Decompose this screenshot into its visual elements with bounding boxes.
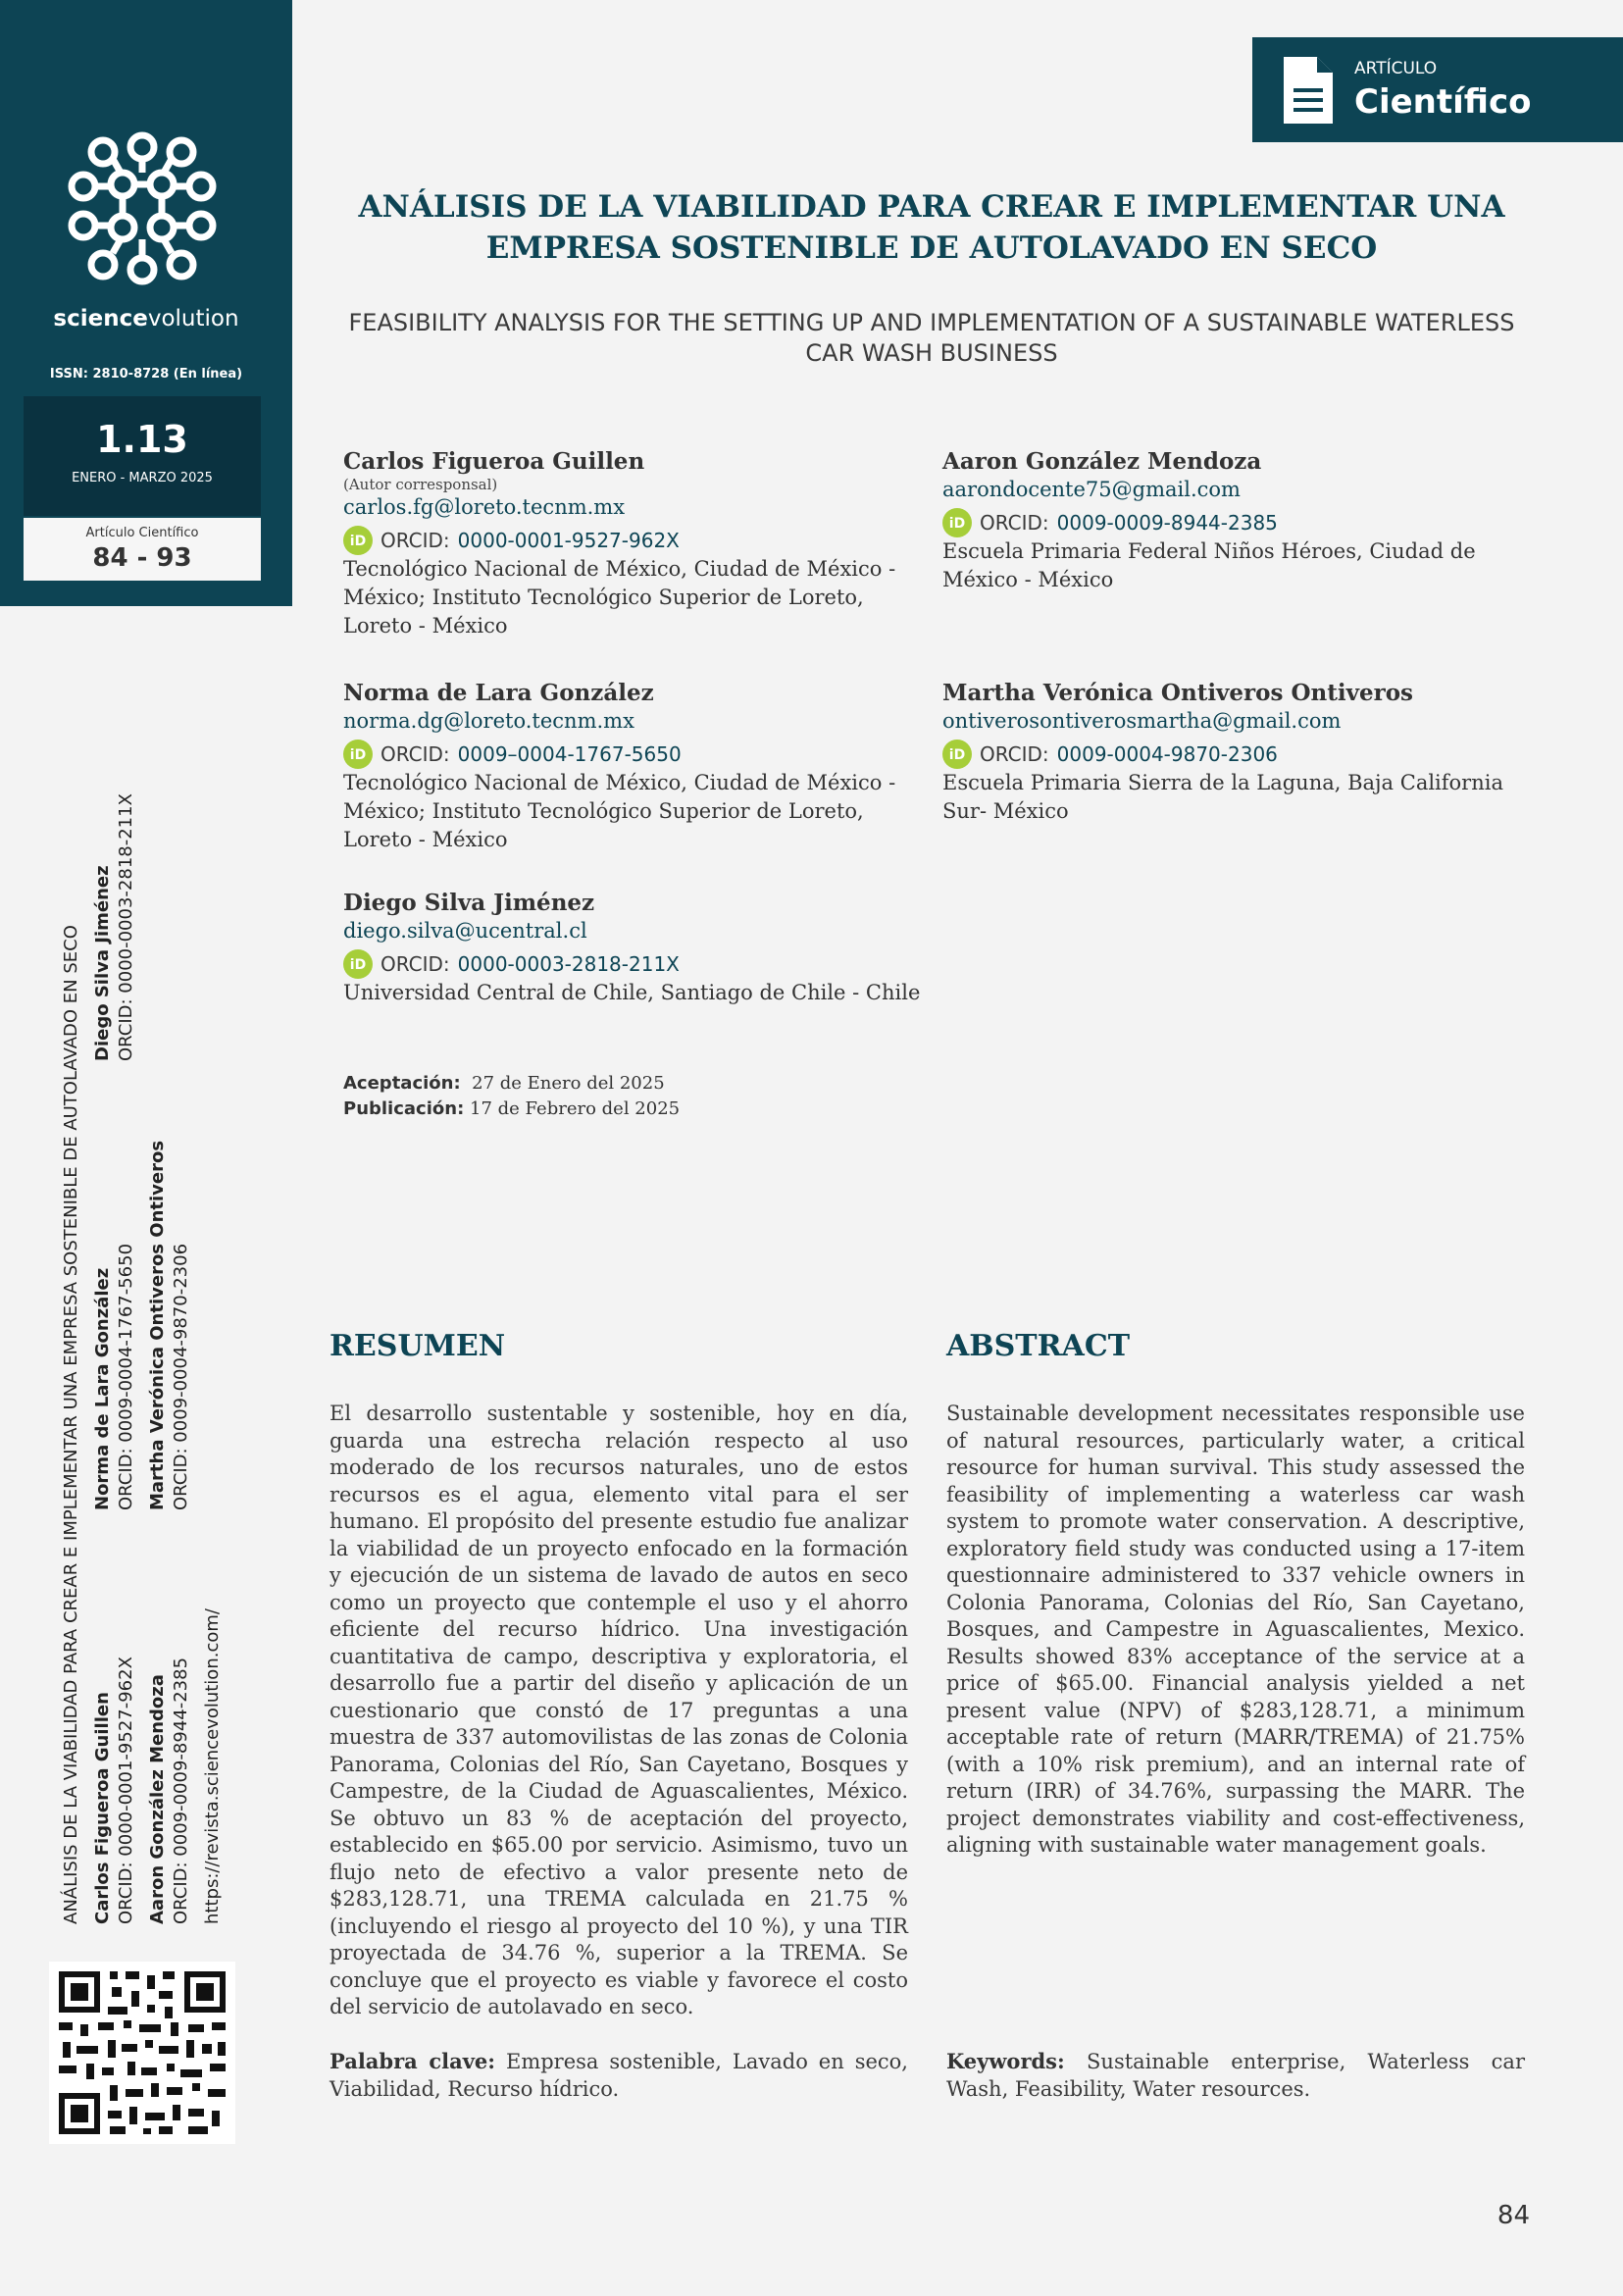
svg-text:iD: iD xyxy=(948,516,966,532)
author-block xyxy=(942,447,1521,594)
orcid-link[interactable]: 0009-0004-9870-2306 xyxy=(1056,741,1278,766)
author-email[interactable]: norma.dg@loreto.tecnm.mx xyxy=(343,709,634,733)
pages-box xyxy=(24,518,261,581)
orcid-link[interactable]: 0000-0003-2818-211X xyxy=(457,951,680,976)
article-dates xyxy=(343,1071,680,1122)
resumen-keywords: Palabra clave: Empresa sostenible, Lavado en seco, Viabilidad, Recurso hídrico. xyxy=(330,2049,908,2101)
orcid-label: ORCID: xyxy=(380,741,450,766)
article-type-badge xyxy=(1252,37,1623,142)
author-block xyxy=(343,679,922,854)
author-name: Carlos Figueroa Guillen xyxy=(343,448,645,475)
orcid-line xyxy=(343,526,922,555)
svg-text:iD: iD xyxy=(349,957,367,973)
author-email[interactable]: diego.silva@ucentral.cl xyxy=(343,919,587,943)
author-affiliation: Tecnológico Nacional de México, Ciudad de México - México; Instituto Tecnológico Superior de Loreto, Loreto - México xyxy=(343,771,896,851)
orcid-link[interactable]: 0000-0001-9527-962X xyxy=(457,528,680,552)
vertical-orcid-3: ORCID: 0009-0004-1767-5650 xyxy=(116,1243,136,1510)
orcid-line xyxy=(942,508,1521,537)
author-block xyxy=(343,889,922,1007)
issn: ISSN: 2810-8728 (En línea) xyxy=(49,367,243,382)
author-email[interactable]: ontiverosontiverosmartha@gmail.com xyxy=(942,709,1342,733)
orcid-icon xyxy=(343,949,373,979)
author-name: Martha Verónica Ontiveros Ontiveros xyxy=(942,680,1413,706)
orcid-icon xyxy=(343,526,373,555)
article-title: ANÁLISIS DE LA VIABILIDAD PARA CREAR E IMPLEMENTAR UNA EMPRESA SOSTENIBLE DE AUTOLAVADO EN SECO xyxy=(358,189,1505,266)
qr-code-icon xyxy=(49,1962,235,2144)
qr-code[interactable] xyxy=(49,1962,235,2144)
journal-sidebar xyxy=(0,0,292,606)
orcid-line xyxy=(343,740,922,769)
orcid-label: ORCID: xyxy=(380,528,450,552)
vertical-author-5: Diego Silva Jiménez xyxy=(92,865,113,1061)
resumen-text: El desarrollo sustentable y sostenible, hoy en día, guarda una estrecha relación respecto al uso moderado de los recursos naturales, uno de estos recursos es el agua, elemento vital para el ser humano. El propósito del presente estudio fue analizar la viabilidad de un proyecto enfocado en la formación y ejecución de un sistema de lavado de autos en seco como un proyecto que contemple el uso y el ahorro eficiente del recurso hídrico. Una investigación cuantitativa de campo, descriptiva y exploratoria, el desarrollo fue a partir del diseño y aplicación de un cuestionario que constó de 17 preguntas a una muestra de 337 automovilistas de las zonas de Colonia Panorama, Colonias del Río, San Cayetano, Bosques y Campestre, de la Ciudad de Aguascalientes, México. Se obtuvo un 83 % de aceptación del proyecto, establecido en $65.00 por servicio. Asimismo, tuvo un flujo neto de efectivo a valor presente neto de $283,128.71, una TREMA calculada en 21.75 % (incluyendo el riesgo al proyecto del 10 %), y una TIR proyectada de 34.76 %, superior a la TREMA. Se concluye que el proyecto es viable y favorece el costo del servicio de autolavado en seco. xyxy=(330,1402,908,2018)
badge-big-text: Científico xyxy=(1354,82,1532,122)
author-name: Diego Silva Jiménez xyxy=(343,890,595,916)
vertical-author-3: Norma de Lara González xyxy=(92,1267,113,1510)
vertical-orcid-5: ORCID: 0000-0003-2818-211X xyxy=(116,793,136,1061)
article-type-label: Artículo Científico xyxy=(85,526,199,540)
author-affiliation: Escuela Primaria Sierra de la Laguna, Baja California Sur- México xyxy=(942,771,1503,823)
author-affiliation: Escuela Primaria Federal Niños Héroes, Ciudad de México - México xyxy=(942,539,1476,591)
orcid-icon xyxy=(942,740,972,769)
orcid-icon xyxy=(942,508,972,537)
orcid-label: ORCID: xyxy=(380,951,450,976)
vertical-url[interactable]: https://revista.sciencevolution.com/ xyxy=(202,1608,223,1924)
abstract-text: Sustainable development necessitates responsible use of natural resources, particularly water, a critical resource for human survival. This study assessed the feasibility of implementing a waterless car wash system to promote water conservation. A descriptive, exploratory field study was conducted using a 17-item questionnaire administered to 337 vehicle owners in Colonia Panorama, Colonias del Río, San Cayetano, Bosques, and Campestre in Aguascalientes, Mexico. Results showed 83% acceptance of the service at a price of $65.00. Financial analysis yielded a net present value (NPV) of $283,128.71, a minimum acceptable rate of return (MARR/TREMA) of 21.75% (with a 10% risk premium), and an internal rate of return (IRR) of 34.76%, surpassing the MARR. The project demonstrates viability and cost-effectiveness, aligning with sustainable water management goals. xyxy=(946,1402,1525,1857)
author-email[interactable]: aarondocente75@gmail.com xyxy=(942,478,1241,501)
page-range: 84 - 93 xyxy=(92,543,192,573)
vertical-title: ANÁLISIS DE LA VIABILIDAD PARA CREAR E IMPLEMENTAR UNA EMPRESA SOSTENIBLE DE AUTOLAVADO EN SECO xyxy=(61,925,81,1924)
vertical-author-1: Carlos Figueroa Guillen xyxy=(92,1692,113,1924)
vertical-orcid-1: ORCID: 0000-0001-9527-962X xyxy=(116,1657,136,1924)
volume-number: 1.13 xyxy=(96,418,188,461)
badge-small-text: ARTÍCULO xyxy=(1354,59,1438,78)
journal-logo xyxy=(59,128,226,294)
resumen-heading: RESUMEN xyxy=(330,1329,506,1363)
author-affiliation: Universidad Central de Chile, Santiago de Chile - Chile xyxy=(343,981,921,1004)
orcid-label: ORCID: xyxy=(980,741,1049,766)
acceptance-date-row: Aceptación: 27 de Enero del 2025 xyxy=(343,1073,665,1094)
author-email[interactable]: carlos.fg@loreto.tecnm.mx xyxy=(343,495,626,519)
article-subtitle: FEASIBILITY ANALYSIS FOR THE SETTING UP AND IMPLEMENTATION OF A SUSTAINABLE WATERLESS CAR WASH BUSINESS xyxy=(348,309,1515,367)
journal-brand: sciencevolution xyxy=(53,306,239,332)
orcid-link[interactable]: 0009–0004-1767-5650 xyxy=(457,741,682,766)
volume-box xyxy=(24,396,261,516)
author-note: (Autor corresponsal) xyxy=(343,476,498,493)
orcid-line xyxy=(343,949,922,979)
author-block xyxy=(343,447,922,640)
author-block xyxy=(942,679,1521,826)
author-name: Aaron González Mendoza xyxy=(942,448,1262,475)
publication-date-row: Publicación: 17 de Febrero del 2025 xyxy=(343,1098,681,1119)
page-number: 84 xyxy=(1496,2201,1530,2230)
orcid-line xyxy=(942,740,1521,769)
svg-text:iD: iD xyxy=(948,747,966,763)
volume-period: ENERO - MARZO 2025 xyxy=(72,471,213,485)
abstract-heading: ABSTRACT xyxy=(946,1329,1131,1363)
author-affiliation: Tecnológico Nacional de México, Ciudad de México - México; Instituto Tecnológico Superior de Loreto, Loreto - México xyxy=(343,557,896,638)
vertical-orcid-2: ORCID: 0009-0009-8944-2385 xyxy=(171,1657,191,1924)
logo-molecule-icon xyxy=(59,128,226,294)
vertical-orcid-4: ORCID: 0009-0004-9870-2306 xyxy=(171,1243,191,1510)
author-name: Norma de Lara González xyxy=(343,680,654,706)
orcid-link[interactable]: 0009-0009-8944-2385 xyxy=(1056,510,1278,535)
svg-text:iD: iD xyxy=(349,747,367,763)
orcid-icon xyxy=(343,740,373,769)
vertical-author-2: Aaron González Mendoza xyxy=(147,1674,168,1924)
orcid-label: ORCID: xyxy=(980,510,1049,535)
vertical-author-4: Martha Verónica Ontiveros Ontiveros xyxy=(147,1140,168,1510)
abstract-keywords: Keywords: Sustainable enterprise, Waterless car Wash, Feasibility, Water resources. xyxy=(946,2049,1525,2101)
svg-text:iD: iD xyxy=(349,534,367,549)
document-icon xyxy=(1280,55,1335,126)
